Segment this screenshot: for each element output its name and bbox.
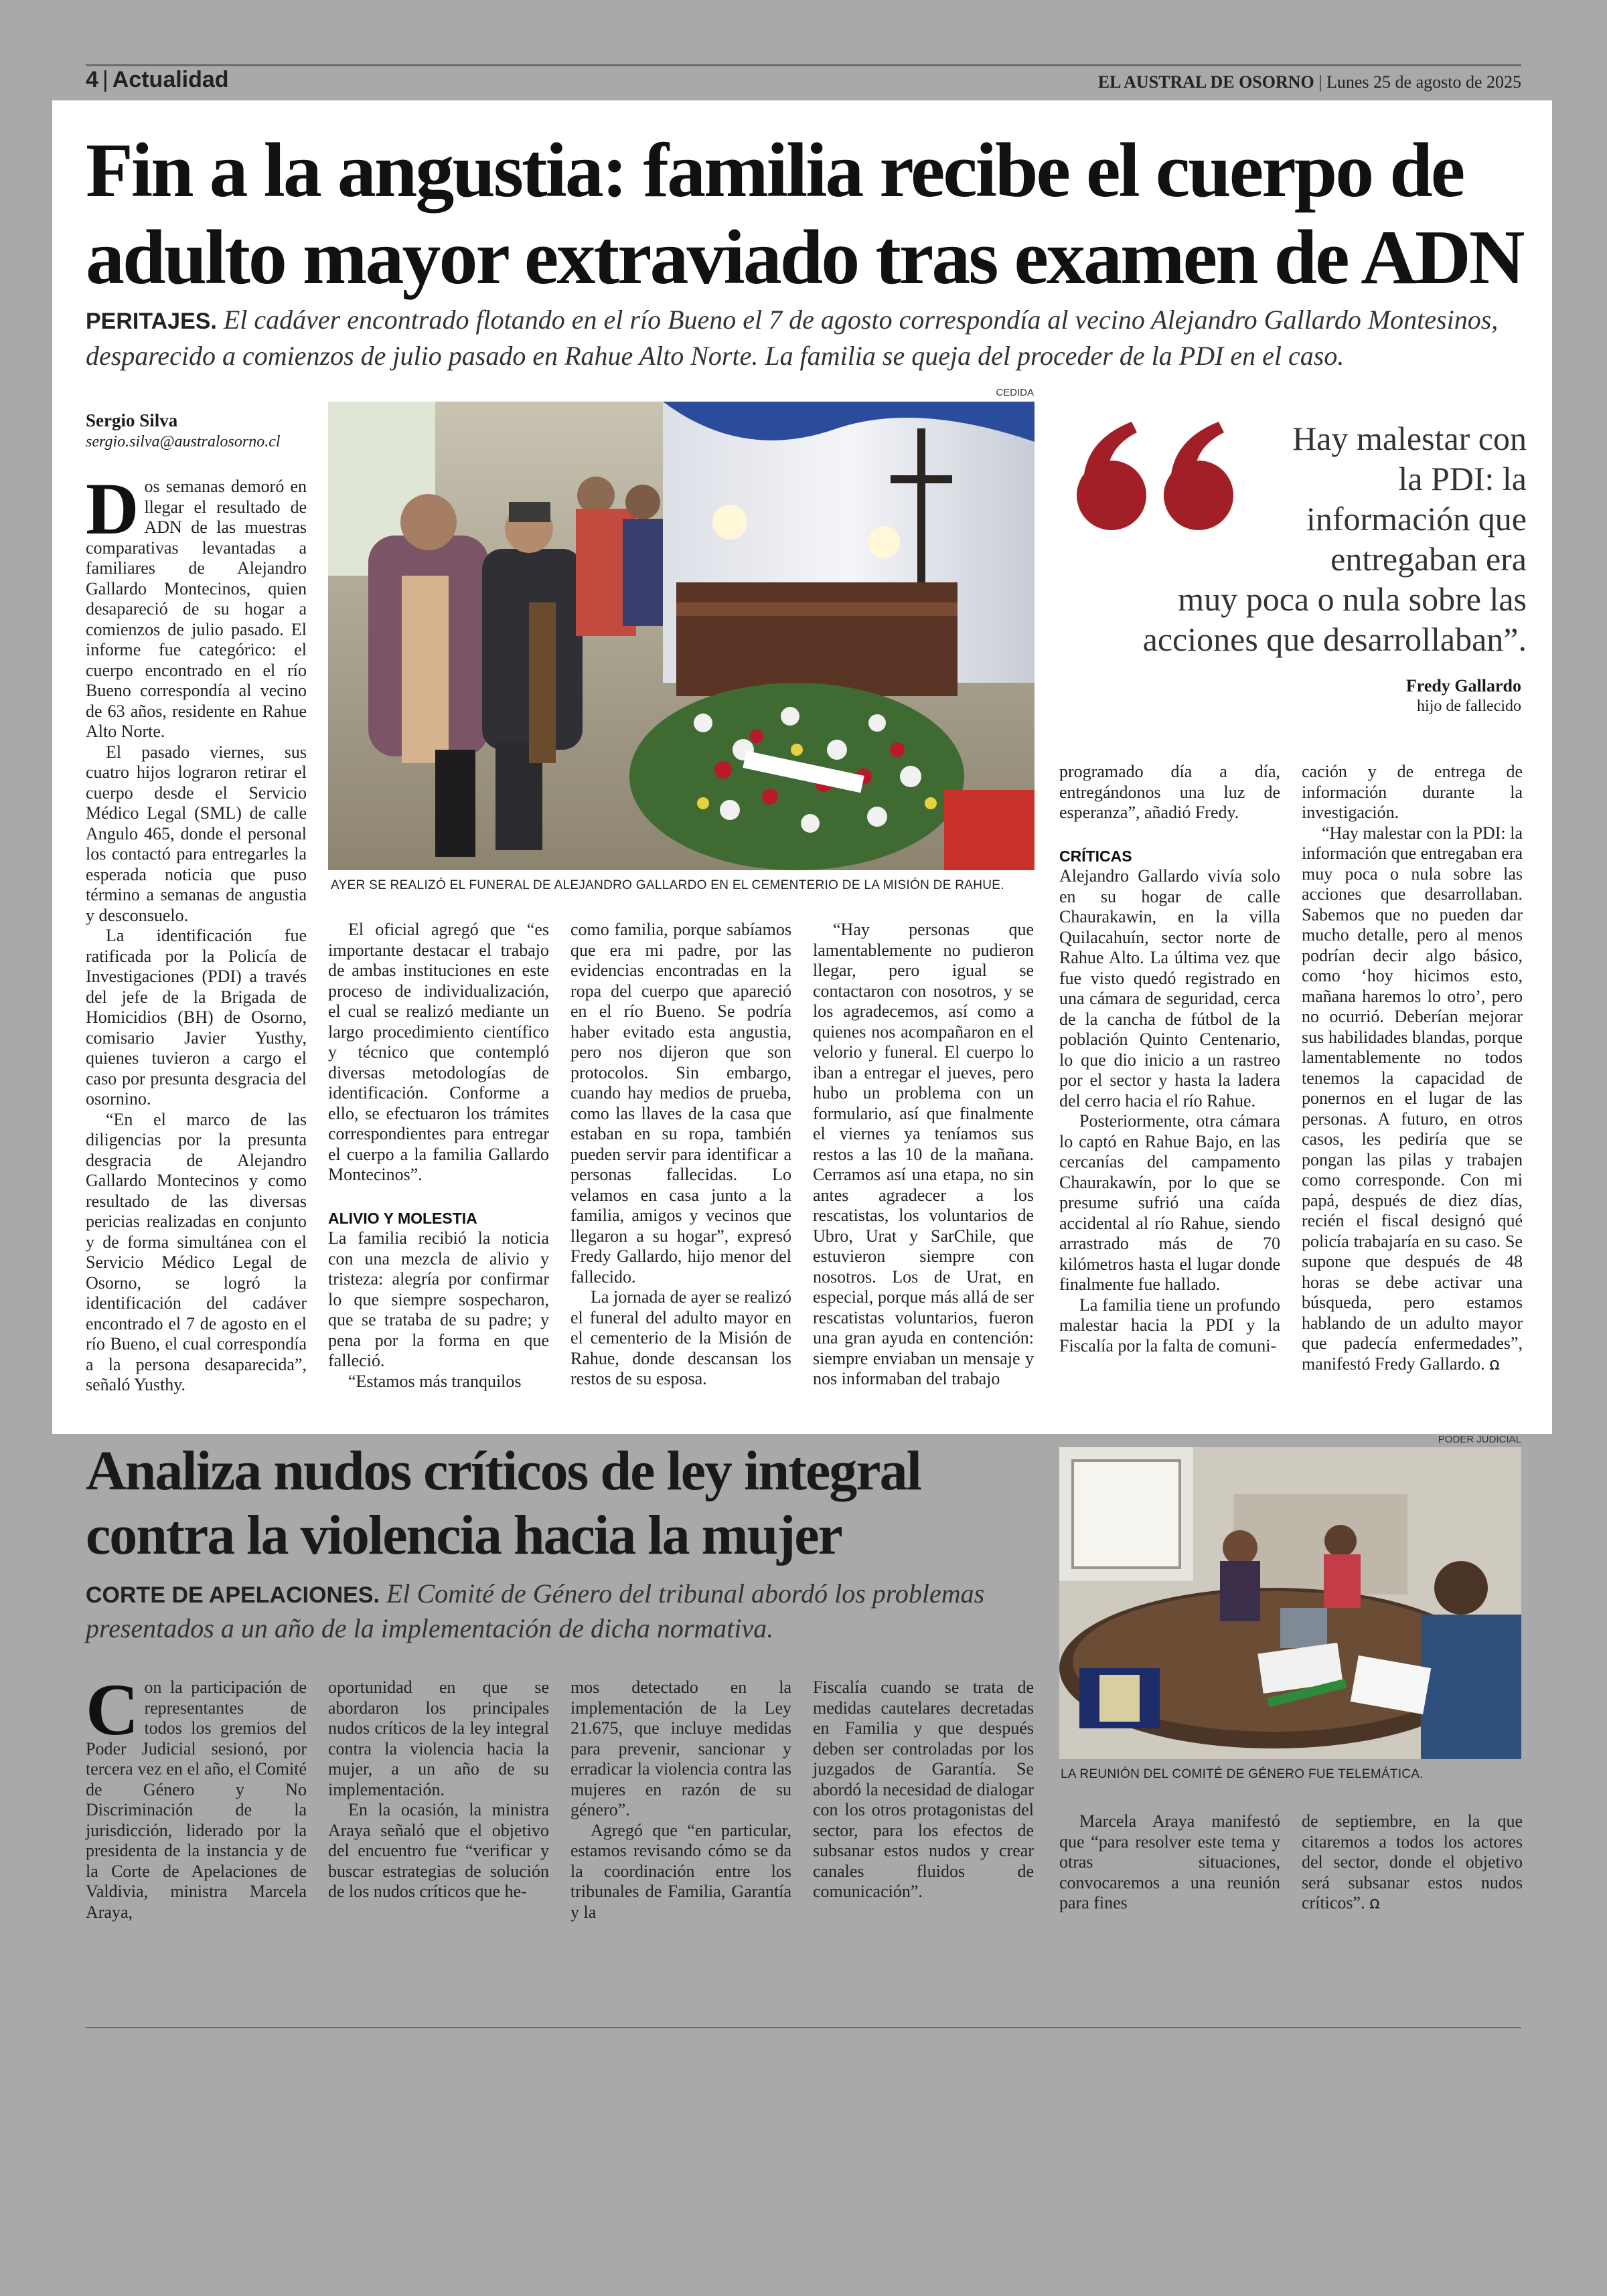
subhead-alivio: ALIVIO Y MOLESTIA bbox=[328, 1209, 477, 1227]
top-rule bbox=[86, 64, 1521, 66]
paragraph: La jornada de ayer se realizó el funeral del adulto mayor en el cementerio de la Misión de Rahue, donde descansan los restos de su esposa. bbox=[570, 1287, 791, 1388]
article2-col-5 bbox=[1059, 1811, 1280, 1914]
article1-col-1 bbox=[86, 468, 307, 1396]
article1-kicker: PERITAJES. bbox=[86, 309, 217, 334]
pull-quote bbox=[1058, 418, 1527, 659]
article1-lead-text: El cadáver encontrado flotando en el río Bueno el 7 de agosto correspondía al vecino Alejandro Gallardo Montesinos, desparecido a comienzos de julio pasado en Rahue Alto Norte. La familia se queja del proceder de la PDI en el caso. bbox=[86, 305, 1499, 371]
paragraph: La familia recibió la noticia con una mezcla de alivio y tristeza: alegría por confirmar lo que siempre sospecharon, que se trataba de su padre; y pena por la forma en que falleció. bbox=[328, 1228, 549, 1370]
section-name: Actualidad bbox=[112, 67, 229, 92]
article1-byline bbox=[86, 410, 281, 453]
quote-author-role: hijo de fallecido bbox=[1417, 698, 1521, 715]
bottom-rule bbox=[86, 2027, 1521, 2028]
photo2-caption: LA REUNIÓN DEL COMITÉ DE GÉNERO FUE TELEMÁTICA. bbox=[1061, 1767, 1424, 1781]
paragraph: “Hay malestar con la PDI: la información que entregaban era muy poca o nula sobre las acciones que desarrollaban. Sabemos que no pueden dar mucho detalle, pero al menos podrían decir algo básico, como ‘hoy hicimos esto, mañana haremos lo otro’, pero no ocurrió. Deberían mejorar sus habilidades blandas, porque lamentablemente no todos tenemos la capacidad de ponernos en el lugar de las personas. A futuro, en otros casos, les pediría que se pongan las pilas y trabajen como corresponde. Con mi papá, después de diez días, recién el fiscal designó qué policía trabajaría en su caso. Se supone que después de 48 horas se debe activar una búsqueda, pero estamos hablando de un adulto mayor que padecía enfermedades”, manifestó Fredy Gallardo. ꭥ bbox=[1302, 823, 1523, 1374]
end-mark-icon: ꭥ bbox=[1369, 1893, 1380, 1912]
meeting-photo-illustration bbox=[1059, 1447, 1521, 1759]
paragraph: Alejandro Gallardo vivía solo en su hogar de calle Chaurakawin, en la villa Quilacahuín, sector norte de Rahue Alto. La última vez que fue visto quedó registrado en una cámara de seguridad, cerca de la cancha de fútbol de la población Quinto Centenario, lo que dio inicio a un rastreo por el sector y hasta la ladera del cerro hacia el río Rahue. bbox=[1059, 866, 1280, 1111]
article2-col-2 bbox=[328, 1677, 549, 1902]
issue-date: Lunes 25 de agosto de 2025 bbox=[1326, 72, 1521, 92]
article2-col-4 bbox=[813, 1677, 1034, 1902]
paragraph: Agregó que “en particular, estamos revisando cómo se da la coordinación entre los tribunales de Familia, Garantía y la bbox=[570, 1820, 791, 1922]
end-mark-icon: ꭥ bbox=[1489, 1354, 1500, 1374]
paragraph: de septiembre, en la que citaremos a todos los actores del sector, donde el objetivo será subsanar estos nudos críticos”. ꭥ bbox=[1302, 1811, 1523, 1912]
article2-col-6 bbox=[1302, 1811, 1523, 1914]
photo2-credit: PODER JUDICIAL bbox=[1438, 1434, 1521, 1445]
page-header-right: EL AUSTRAL DE OSORNO | Lunes 25 de agosto de 2025 bbox=[1097, 72, 1521, 92]
paragraph: “Estamos más tranquilos bbox=[348, 1371, 522, 1391]
paragraph: El oficial agregó que “es importante destacar el trabajo de ambas instituciones en este proceso de individualización, el cual se realizó mediante un largo procedimiento científico y técnico que contempló diversas metodologías de identificación. Conforme a ello, se efectuaron los trámites correspondientes para entregar el cuerpo a la familia Gallardo Montecinos”. bbox=[328, 920, 549, 1184]
article1-col-3 bbox=[570, 920, 791, 1390]
quote-author: Fredy Gallardo bbox=[1405, 676, 1521, 695]
article2-kicker: CORTE DE APELACIONES. bbox=[86, 1582, 380, 1608]
article1-col-5 bbox=[1059, 762, 1280, 1356]
paragraph: “En el marco de las diligencias por la presunta desgracia de Alejandro Gallardo Montecinos y como resultado de las diversas pericias realizadas en conjunto y de forma simultánea con el Servicio Médico Legal de Osorno, se logró la identificación del cadáver encontrado el 7 de agosto en el río Bueno, el cual correspondía a la persona desaparecida”, señaló Yusthy. bbox=[86, 1109, 307, 1394]
photo-caption: AYER SE REALIZÓ EL FUNERAL DE ALEJANDRO GALLARDO EN EL CEMENTERIO DE LA MISIÓN DE RAHUE. bbox=[331, 878, 1004, 892]
photo-credit: CEDIDA bbox=[996, 387, 1034, 398]
paragraph: La identificación fue ratificada por la Policía de Investigaciones (PDI) a través del jefe de la Brigada de Homicidios (BH) de Osorno, comisario Javier Yusthy, quienes tuvieron a cargo el caso por presunta desgracia del osornino. bbox=[86, 926, 307, 1109]
article2-lead bbox=[86, 1577, 1023, 1645]
subhead-criticas: CRÍTICAS bbox=[1059, 847, 1132, 865]
paragraph: Posteriormente, otra cámara lo captó en Rahue Bajo, en las cercanías del campamento Chaurakawín, por lo que se presume sufrió una caída accidental al río Rahue, siendo arrastrado más de 70 kilómetros hasta el lugar donde finalmente fue hallado. bbox=[1059, 1111, 1280, 1294]
author-name: Sergio Silva bbox=[86, 410, 178, 430]
paragraph: La familia tiene un profundo malestar hacia la PDI y la Fiscalía por la falta de comuni- bbox=[1059, 1295, 1280, 1356]
article2-lead-text: El Comité de Género del tribunal abordó los problemas presentados a un año de la implementación de dicha normativa. bbox=[86, 1578, 985, 1643]
meeting-photo bbox=[1059, 1447, 1521, 1759]
funeral-photo-illustration bbox=[328, 402, 1035, 870]
paragraph: cación y de entrega de información durante la investigación. bbox=[1302, 762, 1523, 822]
funeral-photo bbox=[328, 402, 1035, 870]
paragraph: oportunidad en que se abordaron los principales nudos críticos de la ley integral contra la violencia hacia la mujer, a un año de su implementación. bbox=[328, 1677, 549, 1799]
article2-headline: Analiza nudos críticos de ley integral contra la violencia hacia la mujer bbox=[86, 1440, 921, 1566]
paragraph: Fiscalía cuando se trata de medidas cautelares decretadas en Familia y que después deben ser controladas por los juzgados de Garantía. Se abordó la necesidad de dialogar con los otros protagonistas del sector, para los efectos de subsanar estos nudos y crear canales fluidos de comunicación”. bbox=[813, 1677, 1034, 1901]
paragraph: como familia, porque sabíamos que era mi padre, por las evidencias encontradas en la ropa del cuerpo que apareció en el río Bueno. Se podría haber evitado esta angustia, pero nos dijeron que son protocolos. Sin embargo, cuando hay medios de prueba, como las llaves de la casa que estaban en su ropa, también pueden servir para identificar a personas fallecidas. Lo velamos en casa junto a la familia, amigos y vecinos que llegaron a su hogar”, expresó Fredy Gallardo, hijo menor del fallecido. bbox=[570, 920, 791, 1287]
paragraph: mos detectado en la implementación de la Ley 21.675, que incluye medidas para prevenir, sancionar y erradicar la violencia contra las mujeres en razón de su género”. bbox=[570, 1677, 791, 1819]
article1-col-4 bbox=[813, 920, 1034, 1390]
article2-col-3 bbox=[570, 1677, 791, 1922]
page-number: 4 bbox=[86, 67, 98, 92]
dropcap: D bbox=[86, 468, 139, 550]
article1-headline: Fin a la angustia: familia recibe el cuerpo de adulto mayor extraviado tras examen de ADN bbox=[86, 128, 1523, 301]
pull-quote-text: Hay malestar con la PDI: la información que entregaban era muy poca o nula sobre las acciones que desarrollaban”. bbox=[1142, 420, 1527, 658]
article2-col-1 bbox=[86, 1669, 307, 1922]
author-email[interactable]: sergio.silva@australosorno.cl bbox=[86, 433, 281, 450]
paragraph: El pasado viernes, sus cuatro hijos lograron retirar el cuerpo desde el Servicio Médico Legal (SML) de calle Angulo 465, donde el personal los contactó para entregarles la esperada noticia que puso término a semanas de angustia y desconsuelo. bbox=[86, 742, 307, 925]
paragraph: Marcela Araya manifestó que “para resolver este tema y otras situaciones, convocaremos a una reunión para fines bbox=[1059, 1811, 1280, 1912]
paragraph: programado día a día, entregándonos una luz de esperanza”, añadió Fredy. bbox=[1059, 762, 1280, 822]
paragraph: Dos semanas demoró en llegar el resultado de ADN de las muestras comparativas levantadas a familiares de Alejandro Gallardo Montecinos, quien desapareció de su hogar a comienzos de julio pasado. El informe fue categórico: el cuerpo encontrado en el río Bueno correspondía al vecino de 63 años, residente en Rahue Alto Norte. bbox=[86, 468, 307, 741]
page-header-left: 4 | Actualidad bbox=[86, 67, 229, 92]
dropcap: C bbox=[86, 1669, 139, 1750]
newspaper-name: EL AUSTRAL DE OSORNO bbox=[1097, 72, 1314, 92]
article1-lead bbox=[86, 303, 1525, 374]
paragraph: En la ocasión, la ministra Araya señaló que el objetivo del encuentro fue “verificar y buscar estrategias de solución de los nudos críticos que he- bbox=[328, 1800, 549, 1901]
article1-col-6 bbox=[1302, 762, 1523, 1374]
article1-col-2 bbox=[328, 920, 549, 1392]
paragraph: “Hay personas que lamentablemente no pudieron llegar, pero igual se contactaron con nosotros, y se los agradecemos, así como a quienes nos acompañaron en el velorio y funeral. El cuerpo lo iban a entregar el jueves, pero hubo un problema con un formulario, así que finalmente el viernes ya teníamos sus restos a las 10 de la mañana. Cerramos así una etapa, no sin antes agradecer a los rescatistas, los voluntarios de Ubro, Urat y SarChile, que estuvieron siempre con nosotros. Los de Urat, en especial, porque más allá de ser rescatistas voluntarios, fueron una gran ayuda en contención: siempre enviaban un mensaje y nos informaban del trabajo bbox=[813, 920, 1034, 1388]
paragraph: Con la participación de representantes de todos los gremios del Poder Judicial sesionó, por tercera vez en el año, el Comité de Género y No Discriminación de la jurisdicción, liderado por la presidenta de la instancia y de la Corte de Apelaciones de Valdivia, ministra Marcela Araya, bbox=[86, 1669, 307, 1922]
